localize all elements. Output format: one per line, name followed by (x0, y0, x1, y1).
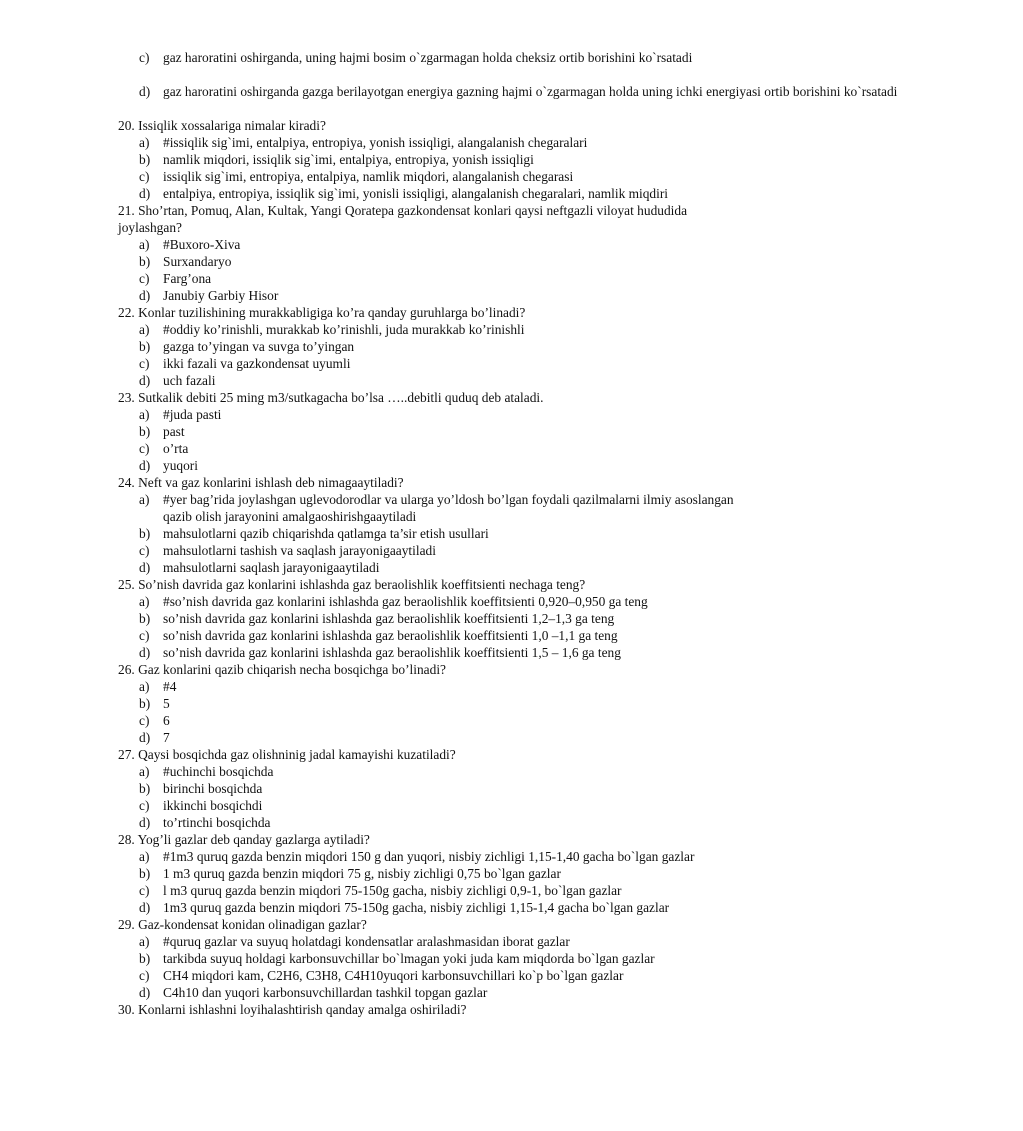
question-block (0, 202, 800, 304)
option-letter: d) (139, 288, 151, 303)
option-letter: d) (139, 373, 151, 388)
option-text: so’nish davrida gaz konlarini ishlashda gaz beraolishlik koeffitsienti 1,2–1,3 ga teng (163, 611, 615, 626)
option-text: so’nish davrida gaz konlarini ishlashda gaz beraolishlik koeffitsienti 1,0 –1,1 ga teng (163, 628, 618, 643)
question-number: 26. (118, 662, 135, 677)
question-stem: Neft va gaz konlarini ishlash deb nimagaaytiladi? (138, 475, 404, 490)
question-stem: Gaz konlarini qazib chiqarish necha bosqichga bo’linadi? (138, 662, 446, 677)
answer-option (0, 678, 800, 695)
answer-option (0, 899, 800, 916)
option-text: #juda pasti (163, 407, 222, 422)
option-text: 1 m3 quruq gazda benzin miqdori 75 g, nisbiy zichligi 0,75 bo`lgan gazlar (163, 866, 561, 881)
question-block (0, 576, 800, 661)
question-text (0, 474, 800, 491)
question-text (0, 389, 800, 406)
question-block (0, 916, 800, 1001)
option-text: CH4 miqdori kam, C2H6, C3H8, C4H10yuqori karbonsuvchillari ko`p bo`lgan gazlar (163, 968, 624, 983)
option-letter: c) (139, 713, 150, 728)
question-number: 22. (118, 305, 135, 320)
answer-option (0, 423, 800, 440)
option-letter: d) (139, 84, 151, 99)
question-stem: Issiqlik xossalariga nimalar kiradi? (138, 118, 326, 133)
option-text: #oddiy ko’rinishli, murakkab ko’rinishli, juda murakkab ko’rinishli (163, 322, 525, 337)
option-text: #issiqlik sig`imi, entalpiya, entropiya, yonish issiqligi, alangalanish chegaralari (163, 135, 588, 150)
answer-option (0, 525, 800, 542)
question-stem: Yog’li gazlar deb qanday gazlarga aytiladi? (137, 832, 370, 847)
option-letter: c) (139, 628, 150, 643)
option-letter: b) (139, 152, 151, 167)
question-stem: Sutkalik debiti 25 ming m3/sutkagacha bo’lsa …..debitli quduq deb ataladi. (138, 390, 544, 405)
question-stem: Sho’rtan, Pomuq, Alan, Kultak, Yangi Qoratepa gazkondensat konlari qaysi neftgazli viloyat hududida joylashgan? (118, 203, 688, 235)
option-letter: a) (139, 237, 150, 252)
question-text (0, 304, 800, 321)
option-letter: a) (139, 764, 150, 779)
answer-option (0, 270, 800, 287)
option-text: yuqori (163, 458, 198, 473)
question-number: 29. (118, 917, 135, 932)
answer-option (0, 729, 800, 746)
option-c-prev (0, 49, 1023, 66)
question-stem: Konlarni ishlashni loyihalashtirish qanday amalga oshiriladi? (138, 1002, 467, 1017)
question-text (0, 117, 800, 134)
answer-option (0, 321, 800, 338)
question-text (0, 576, 800, 593)
option-letter: d) (139, 730, 151, 745)
answer-option (0, 168, 800, 185)
option-letter: a) (139, 322, 150, 337)
option-text: birinchi bosqichda (163, 781, 263, 796)
answer-option (0, 797, 800, 814)
option-letter: c) (139, 798, 150, 813)
option-text: C4h10 dan yuqori karbonsuvchillardan tashkil topgan gazlar (163, 985, 488, 1000)
question-stem: So’nish davrida gaz konlarini ishlashda gaz beraolishlik koeffitsienti nechaga teng? (138, 577, 586, 592)
option-text: o’rta (163, 441, 189, 456)
answer-option (0, 559, 800, 576)
question-block (0, 304, 800, 389)
option-text: #yer bag’rida joylashgan uglevodorodlar va ularga yo’ldosh bo’lgan foydali qazilmalarni ilmiy asoslangan qazib olish jarayonini amalgaoshirishgaaytiladi (163, 492, 734, 524)
answer-option (0, 848, 800, 865)
answer-option (0, 967, 800, 984)
option-text: entalpiya, entropiya, issiqlik sig`imi, yonisli issiqligi, alangalanish chegaralari, namlik miqdiri (163, 186, 669, 201)
option-text: Farg’ona (163, 271, 212, 286)
answer-option (0, 134, 800, 151)
question-number: 30. (118, 1002, 135, 1017)
question-block (0, 1001, 800, 1018)
option-letter: a) (139, 934, 150, 949)
option-text: gazga to’yingan va suvga to’yingan (163, 339, 355, 354)
question-text (0, 746, 800, 763)
answer-option (0, 644, 800, 661)
question-text (0, 831, 800, 848)
answer-option (0, 236, 800, 253)
answer-option (0, 763, 800, 780)
question-number: 24. (118, 475, 135, 490)
option-letter: d) (139, 900, 151, 915)
answer-option (0, 440, 800, 457)
option-text: l m3 quruq gazda benzin miqdori 75-150g gacha, nisbiy zichligi 0,9-1, bo`lgan gazlar (163, 883, 622, 898)
option-letter: b) (139, 951, 151, 966)
answer-option (0, 457, 800, 474)
option-letter: b) (139, 424, 151, 439)
option-letter: c) (139, 543, 150, 558)
option-letter: c) (139, 883, 150, 898)
option-letter: a) (139, 407, 150, 422)
answer-option (0, 542, 800, 559)
option-text: 6 (163, 713, 170, 728)
option-text: #Buxoro-Xiva (163, 237, 241, 252)
answer-option (0, 712, 800, 729)
answer-option (0, 814, 800, 831)
question-block (0, 661, 800, 746)
option-letter: b) (139, 254, 151, 269)
option-letter: d) (139, 458, 151, 473)
question-text (0, 202, 800, 236)
option-letter: b) (139, 339, 151, 354)
question-list (0, 117, 800, 1018)
question-block (0, 831, 800, 916)
option-letter: b) (139, 611, 151, 626)
question-number: 20. (118, 118, 135, 133)
option-letter: c) (139, 968, 150, 983)
answer-option (0, 355, 800, 372)
option-text: 7 (163, 730, 170, 745)
question-number: 23. (118, 390, 135, 405)
answer-option (0, 491, 800, 525)
option-text: ikkinchi bosqichdi (163, 798, 263, 813)
answer-option (0, 950, 800, 967)
option-text: ikki fazali va gazkondensat uyumli (163, 356, 351, 371)
option-text: issiqlik sig`imi, entropiya, entalpiya, namlik miqdori, alangalanish chegarasi (163, 169, 574, 184)
question-stem: Konlar tuzilishining murakkabligiga ko’ra qanday guruhlarga bo’linadi? (138, 305, 526, 320)
answer-option (0, 593, 800, 610)
answer-option (0, 865, 800, 882)
option-letter: a) (139, 679, 150, 694)
question-number: 25. (118, 577, 135, 592)
question-text (0, 916, 800, 933)
option-text: namlik miqdori, issiqlik sig`imi, entalpiya, entropiya, yonish issiqligi (163, 152, 534, 167)
option-letter: a) (139, 492, 150, 507)
option-text: Janubiy Garbiy Hisor (163, 288, 279, 303)
question-block (0, 117, 800, 202)
answer-option (0, 151, 800, 168)
option-letter: c) (139, 169, 150, 184)
option-letter: a) (139, 135, 150, 150)
option-text: Surxandaryo (163, 254, 232, 269)
option-letter: c) (139, 50, 150, 65)
option-letter: d) (139, 560, 151, 575)
option-letter: c) (139, 441, 150, 456)
option-letter: d) (139, 645, 151, 660)
option-letter: b) (139, 866, 151, 881)
option-letter: b) (139, 781, 151, 796)
answer-option (0, 627, 800, 644)
option-text: gaz haroratini oshirganda gazga berilayotgan energiya gazning hajmi o`zgarmagan holda uning ichki energiyasi ortib borishini ko`rsatadi (163, 84, 898, 99)
option-text: mahsulotlarni saqlash jarayonigaaytiladi (163, 560, 380, 575)
answer-option (0, 287, 800, 304)
question-block (0, 746, 800, 831)
option-text: #4 (163, 679, 177, 694)
option-letter: a) (139, 849, 150, 864)
option-text: #quruq gazlar va suyuq holatdagi kondensatlar aralashmasidan iborat gazlar (163, 934, 570, 949)
answer-option (0, 406, 800, 423)
answer-option (0, 933, 800, 950)
answer-option (0, 695, 800, 712)
option-text: #1m3 quruq gazda benzin miqdori 150 g dan yuqori, nisbiy zichligi 1,15-1,40 gacha bo`lgan gazlar (163, 849, 695, 864)
option-letter: b) (139, 526, 151, 541)
question-stem: Gaz-kondensat konidan olinadigan gazlar? (138, 917, 367, 932)
answer-option (0, 372, 800, 389)
question-number: 28. (118, 832, 135, 847)
question-stem: Qaysi bosqichda gaz olishninig jadal kamayishi kuzatiladi? (138, 747, 456, 762)
answer-option (0, 185, 800, 202)
option-text: past (163, 424, 185, 439)
question-number: 27. (118, 747, 135, 762)
question-block (0, 389, 800, 474)
answer-option (0, 253, 800, 270)
option-letter: c) (139, 271, 150, 286)
option-text: uch fazali (163, 373, 216, 388)
answer-option (0, 610, 800, 627)
answer-option (0, 984, 800, 1001)
option-letter: d) (139, 815, 151, 830)
question-number: 21. (118, 203, 135, 218)
option-text: 5 (163, 696, 170, 711)
question-text (0, 661, 800, 678)
answer-option (0, 338, 800, 355)
option-letter: d) (139, 186, 151, 201)
option-letter: a) (139, 594, 150, 609)
option-text: mahsulotlarni tashish va saqlash jarayonigaaytiladi (163, 543, 436, 558)
option-text: so’nish davrida gaz konlarini ishlashda gaz beraolishlik koeffitsienti 1,5 – 1,6 ga teng (163, 645, 621, 660)
option-text: 1m3 quruq gazda benzin miqdori 75-150g gacha, nisbiy zichligi 1,15-1,4 gacha bo`lgan gazlar (163, 900, 670, 915)
option-text: tarkibda suyuq holdagi karbonsuvchillar bo`lmagan yoki juda kam miqdorda bo`lgan gazlar (163, 951, 655, 966)
answer-option (0, 780, 800, 797)
option-text: #so’nish davrida gaz konlarini ishlashda gaz beraolishlik koeffitsienti 0,920–0,950 ga teng (163, 594, 648, 609)
option-text: to’rtinchi bosqichda (163, 815, 271, 830)
option-letter: b) (139, 696, 151, 711)
answer-option (0, 882, 800, 899)
option-text: mahsulotlarni qazib chiqarishda qatlamga ta’sir etish usullari (163, 526, 489, 541)
question-block (0, 474, 800, 576)
question-text (0, 1001, 800, 1018)
option-letter: c) (139, 356, 150, 371)
option-d-prev (0, 83, 1023, 100)
option-text: #uchinchi bosqichda (163, 764, 274, 779)
option-text: gaz haroratini oshirganda, uning hajmi bosim o`zgarmagan holda cheksiz ortib borishini ko`rsatadi (163, 50, 693, 65)
option-letter: d) (139, 985, 151, 1000)
